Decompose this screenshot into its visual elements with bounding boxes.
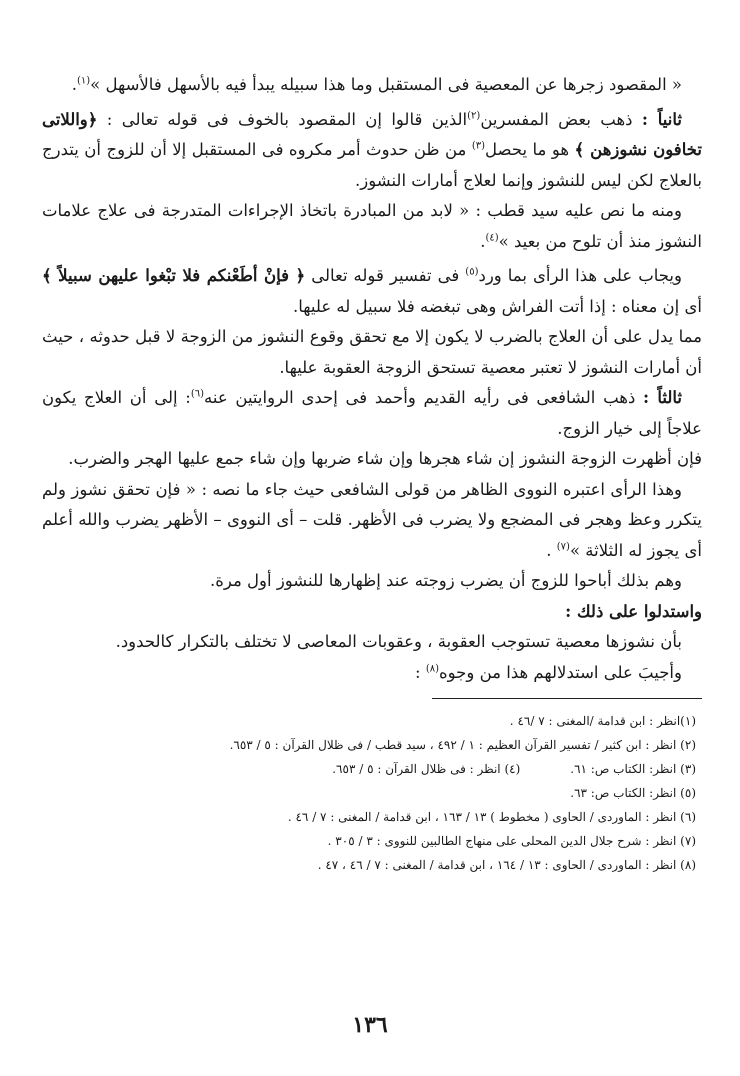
paragraph-8-text: وهذا الرأى اعتبره النووى الظاهر من قولى الشافعى حيث جاء ما نصه : « فإن تحقق نشوز ولم يتكرر وعظ وهجر فى المضجع ولا يضرب فى الأظهر. قلت – أى النووى – الأظهر يضرب والله أعلم أى يجوز له الثلاثة » <box>42 479 702 560</box>
paragraph-9-text: وهم بذلك أباحوا للزوج أن يضرب زوجته عند إظهارها للنشوز أول مرة. <box>209 571 682 590</box>
paragraph-8 <box>42 475 702 567</box>
footnote-2: (٢) انظر : ابن كثير / تفسير القرآن العظيم : ١ / ٤٩٢ ، سيد قطب / فى ظلال القرآن : ٥ / ٦٥٣. <box>229 738 696 752</box>
paragraph-5-text: مما يدل على أن العلاج بالضرب لا يكون إلا مع تحقق وقوع النشوز من الزوجة لا قبل حدوثه ، حيث أن أمارات النشوز لا تعتبر معصية تستحق الزوجة العقوبة عليها. <box>42 327 702 377</box>
paragraph-2-text-d: من ظن حدوث أمر مكروه فى المستقبل إلا أن للزوج أن يتدرج بالعلاج لكن ليس للنشوز وإنما لعلاج أمارات النشوز. <box>42 140 702 190</box>
paragraph-11-text: بأن نشوزها معصية تستوجب العقوبة ، وعقوبات المعاصى لا تختلف بالتكرار كالحدود. <box>115 632 682 651</box>
paragraph-12-text: وأجيبَ على استدلالهم هذا من وجوه <box>439 662 682 682</box>
footnote-ref-3: (٣) <box>471 140 486 152</box>
paragraph-4-text-b: فى تفسير قوله تعالى <box>311 266 460 285</box>
footnote-divider <box>432 698 702 699</box>
paragraph-8-end: . <box>546 540 552 560</box>
footnote-4: (٤) انظر : فى ظلال القرآن : ٥ / ٦٥٣. <box>332 762 521 776</box>
paragraph-1: « المقصود زجرها عن المعصية فى المستقبل وما هذا سبيله يبدأ فيه بالأسهل فالأسهل »$^{(١)}$. <box>71 75 682 94</box>
footnote-1: (١)انظر : ابن قدامة /المغنى : ٧ /٤٦ . <box>509 714 696 728</box>
footnote-ref-8: (٨) <box>425 663 440 674</box>
paragraph-4-text-c: أى إن معناه : إذا أتت الفراش وهى تبغضه فلا سبيل له عليها. <box>293 296 702 316</box>
paragraph-4-text-a: ويجاب على هذا الرأى بما ورد <box>478 266 682 285</box>
footnote-row-3-4 <box>42 757 696 781</box>
quran-verse-1: ﴿واللاتى تخافون نشوزهن ﴾ <box>42 109 702 159</box>
paragraph-4 <box>42 261 702 322</box>
paragraph-9 <box>42 566 702 597</box>
paragraph-6-text-a: ذهب الشافعى فى رأيه القديم وأحمد فى إحدى الروايتين عنه <box>204 388 636 407</box>
page-number: ١٣٦ <box>352 1012 388 1038</box>
footnote-6: (٦) انظر : الماوردى / الحاوى ( مخطوط ) ١٣ / ١٦٣ ، ابن قدامة / المغنى : ٧ / ٤٦ . <box>287 810 696 824</box>
footnote-3: (٣) انظر: الكتاب ص: ٦١. <box>570 762 696 776</box>
paragraph-2-text-b: الذين قالوا إن المقصود بالخوف فى قوله تعالى : <box>106 109 468 129</box>
paragraph-6-text-b: : إلى أن العلاج يكون علاجاً إلى خيار الزوج. <box>42 388 702 438</box>
paragraph-12 <box>42 658 702 689</box>
footnote-5: (٥) انظر: الكتاب ص: ٦٣. <box>570 786 696 800</box>
paragraph-11 <box>42 627 702 658</box>
paragraph-2-text-a: ذهب بعض المفسرين <box>480 109 633 129</box>
paragraph-6 <box>42 383 702 444</box>
footnote-ref-5: (٥) <box>465 266 479 278</box>
footnote-ref-4: (٤) <box>485 232 499 243</box>
paragraph-7-text: فإن أظهرت الزوجة النشوز إن شاء هجرها وإن شاء ضربها وإن شاء جمع عليها الهجر والضرب. <box>68 449 702 468</box>
paragraph-1-text: « المقصود زجرها عن المعصية فى المستقبل وما هذا سبيله يبدأ فيه بالأسهل فالأسهل » <box>90 75 682 94</box>
quran-verse-2: ﴿ فإنْ أطَعْنكم فلا تبْغوا عليهن سبيلاً ﴾ <box>42 266 306 285</box>
footnote-ref-7: (٧) <box>556 541 570 552</box>
evidence-heading: واستدلوا على ذلك : <box>565 601 702 621</box>
footnote-7: (٧) انظر : شرح جلال الدين المحلى على منهاج الطالبين للنووى : ٣ / ٣٠٥ . <box>327 834 696 848</box>
paragraph-5 <box>42 322 702 383</box>
footnote-8: (٨) انظر : الماوردى / الحاوى : ١٣ / ١٦٤ ، ابن قدامة / المغنى : ٧ / ٤٦ ، ٤٧ . <box>317 858 696 872</box>
paragraph-2-text-c: هو ما يحصل <box>485 140 570 159</box>
paragraph-12-end: : <box>415 662 421 682</box>
footnote-ref-1: (١) <box>76 75 91 87</box>
footnote-ref-2: (٢) <box>467 110 481 121</box>
paragraph-3: ومنه ما نص عليه سيد قطب : « لابد من المبادرة باتخاذ الإجراءات المتدرجة فى علاج علامات النشوز منذ أن تلوح من بعيد »$^{(٤)}$. <box>42 201 702 251</box>
paragraph-3-text: ومنه ما نص عليه سيد قطب : « لابد من المبادرة باتخاذ الإجراءات المتدرجة فى علاج علامات النشوز منذ أن تلوح من بعيد » <box>42 201 702 251</box>
footnotes <box>42 709 702 877</box>
point-three-label: ثالثاً : <box>643 388 682 407</box>
point-two-label: ثانياً : <box>641 109 682 129</box>
main-text <box>42 70 702 688</box>
paragraph-2 <box>42 105 702 197</box>
paragraph-7 <box>42 444 702 475</box>
footnote-ref-6: (٦) <box>190 388 205 400</box>
